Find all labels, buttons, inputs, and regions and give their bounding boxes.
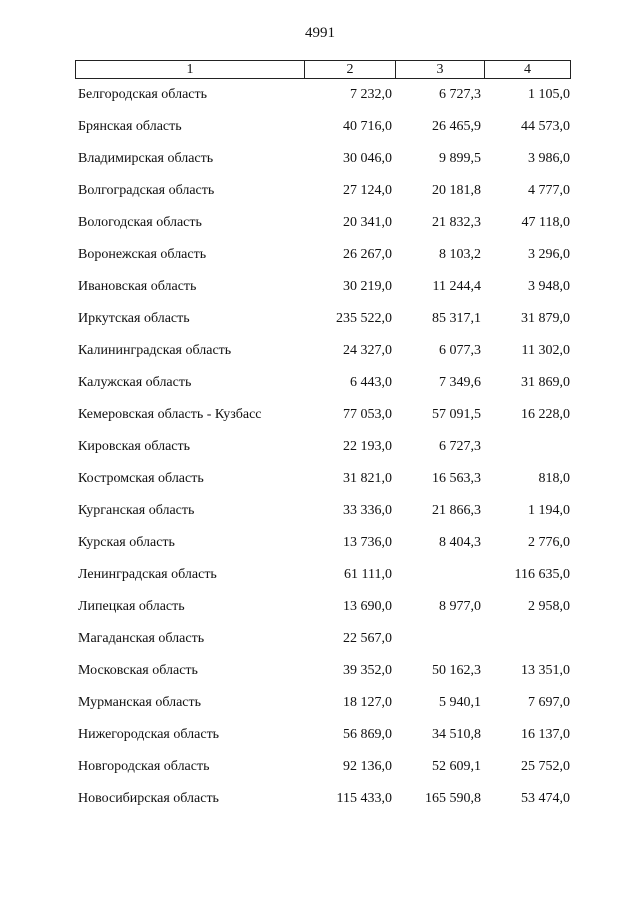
value-col-2: 30 219,0 <box>343 279 392 294</box>
table-header <box>75 60 571 79</box>
value-col-3: 5 940,1 <box>439 695 481 710</box>
header-col-3: 3 <box>395 61 484 78</box>
region-name: Нижегородская область <box>78 727 220 742</box>
value-col-4: 2 958,0 <box>528 599 570 614</box>
region-name: Новосибирская область <box>78 791 219 806</box>
value-col-2: 26 267,0 <box>343 247 392 262</box>
table-body <box>0 86 640 822</box>
table-row <box>0 438 640 470</box>
region-name: Ивановская область <box>78 279 197 294</box>
value-col-4: 25 752,0 <box>521 759 570 774</box>
value-col-3: 21 866,3 <box>432 503 481 518</box>
header-col-4: 4 <box>484 61 570 78</box>
value-col-4: 31 879,0 <box>521 311 570 326</box>
table-row <box>0 182 640 214</box>
header-underline-mark <box>76 78 100 79</box>
table-row <box>0 406 640 438</box>
region-name: Мурманская область <box>78 695 202 710</box>
page-number: 4991 <box>305 25 335 41</box>
value-col-2: 92 136,0 <box>343 759 392 774</box>
header-col-2: 2 <box>304 61 395 78</box>
value-col-2: 24 327,0 <box>343 343 392 358</box>
value-col-4: 44 573,0 <box>521 119 570 134</box>
value-col-4: 16 137,0 <box>521 727 570 742</box>
value-col-4: 1 105,0 <box>528 87 570 102</box>
value-col-3: 26 465,9 <box>432 119 481 134</box>
table-row <box>0 534 640 566</box>
value-col-4: 4 777,0 <box>528 183 570 198</box>
value-col-2: 27 124,0 <box>343 183 392 198</box>
value-col-3: 6 077,3 <box>439 343 481 358</box>
value-col-2: 13 736,0 <box>343 535 392 550</box>
value-col-3: 9 899,5 <box>439 151 481 166</box>
table-row <box>0 662 640 694</box>
value-col-2: 115 433,0 <box>336 791 392 806</box>
value-col-3: 16 563,3 <box>432 471 481 486</box>
value-col-2: 22 193,0 <box>343 439 392 454</box>
value-col-4: 47 118,0 <box>521 215 570 230</box>
region-name: Вологодская область <box>78 215 202 230</box>
value-col-3: 34 510,8 <box>432 727 481 742</box>
table-row <box>0 150 640 182</box>
table-row <box>0 86 640 118</box>
value-col-4: 53 474,0 <box>521 791 570 806</box>
header-col-1-label: 1 <box>186 62 194 77</box>
region-name: Кировская область <box>78 439 191 454</box>
region-name: Костромская область <box>78 471 204 486</box>
table-row <box>0 278 640 310</box>
value-col-4: 13 351,0 <box>521 663 570 678</box>
value-col-2: 20 341,0 <box>343 215 392 230</box>
region-name: Московская область <box>78 663 198 678</box>
table-row <box>0 502 640 534</box>
region-name: Кемеровская область - Кузбасс <box>78 407 262 422</box>
table-row <box>0 118 640 150</box>
region-name: Владимирская область <box>78 151 214 166</box>
value-col-3: 7 349,6 <box>439 375 481 390</box>
table-row <box>0 374 640 406</box>
header-col-1 <box>76 61 304 78</box>
value-col-2: 13 690,0 <box>343 599 392 614</box>
region-name: Калининградская область <box>78 343 232 358</box>
table-row <box>0 694 640 726</box>
region-name: Курганская область <box>78 503 195 518</box>
region-name: Брянская область <box>78 119 182 134</box>
value-col-4: 818,0 <box>538 471 570 486</box>
region-name: Новгородская область <box>78 759 210 774</box>
value-col-2: 22 567,0 <box>343 631 392 646</box>
table-row <box>0 310 640 342</box>
value-col-2: 40 716,0 <box>343 119 392 134</box>
value-col-3: 50 162,3 <box>432 663 481 678</box>
value-col-3: 85 317,1 <box>432 311 481 326</box>
value-col-2: 7 232,0 <box>350 87 392 102</box>
value-col-4: 1 194,0 <box>528 503 570 518</box>
value-col-3: 52 609,1 <box>432 759 481 774</box>
value-col-3: 8 404,3 <box>439 535 481 550</box>
table-row <box>0 758 640 790</box>
value-col-2: 56 869,0 <box>343 727 392 742</box>
table-row <box>0 246 640 278</box>
value-col-2: 77 053,0 <box>343 407 392 422</box>
region-name: Липецкая область <box>78 599 185 614</box>
value-col-3: 21 832,3 <box>432 215 481 230</box>
value-col-2: 31 821,0 <box>343 471 392 486</box>
value-col-2: 33 336,0 <box>343 503 392 518</box>
region-name: Воронежская область <box>78 247 207 262</box>
table-row <box>0 598 640 630</box>
region-name: Магаданская область <box>78 631 205 646</box>
value-col-3: 165 590,8 <box>425 791 481 806</box>
value-col-4: 7 697,0 <box>528 695 570 710</box>
region-name: Калужская область <box>78 375 192 390</box>
value-col-2: 6 443,0 <box>350 375 392 390</box>
value-col-3: 6 727,3 <box>439 87 481 102</box>
value-col-2: 235 522,0 <box>336 311 392 326</box>
value-col-4: 3 986,0 <box>528 151 570 166</box>
value-col-3: 8 103,2 <box>439 247 481 262</box>
value-col-3: 20 181,8 <box>432 183 481 198</box>
value-col-2: 39 352,0 <box>343 663 392 678</box>
value-col-3: 11 244,4 <box>432 279 481 294</box>
value-col-2: 18 127,0 <box>343 695 392 710</box>
value-col-4: 31 869,0 <box>521 375 570 390</box>
table-row <box>0 790 640 822</box>
value-col-2: 61 111,0 <box>344 567 392 582</box>
value-col-4: 16 228,0 <box>521 407 570 422</box>
table-row <box>0 342 640 374</box>
region-name: Белгородская область <box>78 87 208 102</box>
region-name: Курская область <box>78 535 175 550</box>
value-col-4: 116 635,0 <box>514 567 570 582</box>
value-col-2: 30 046,0 <box>343 151 392 166</box>
table-row <box>0 630 640 662</box>
table-row <box>0 726 640 758</box>
value-col-3: 57 091,5 <box>432 407 481 422</box>
region-name: Иркутская область <box>78 311 190 326</box>
table-row <box>0 214 640 246</box>
table-row <box>0 566 640 598</box>
region-name: Волгоградская область <box>78 183 215 198</box>
region-name: Ленинградская область <box>78 567 217 582</box>
value-col-4: 2 776,0 <box>528 535 570 550</box>
value-col-4: 3 948,0 <box>528 279 570 294</box>
value-col-4: 11 302,0 <box>521 343 570 358</box>
table-row <box>0 470 640 502</box>
value-col-3: 6 727,3 <box>439 439 481 454</box>
value-col-4: 3 296,0 <box>528 247 570 262</box>
value-col-3: 8 977,0 <box>439 599 481 614</box>
